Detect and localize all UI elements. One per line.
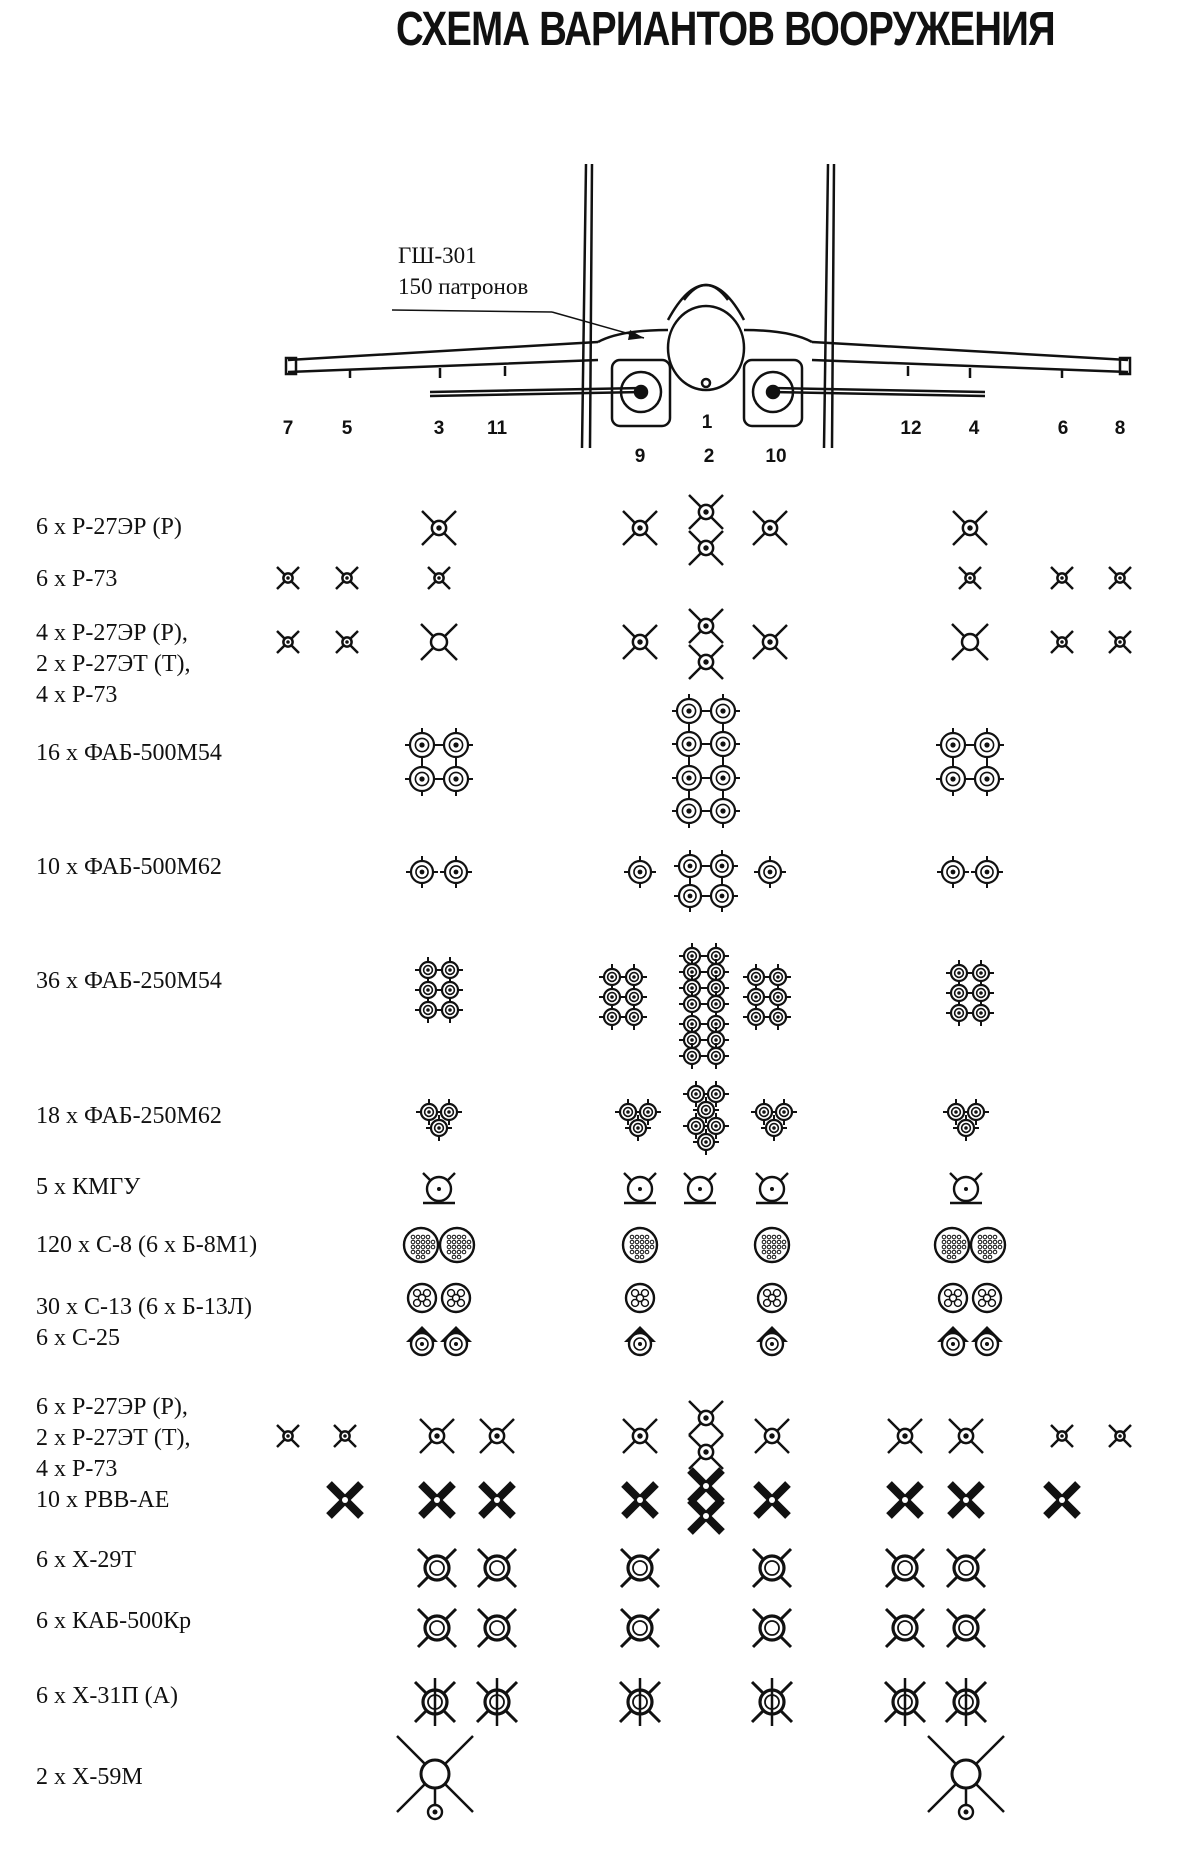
- loadout-label: 30 х С-13 (6 х Б-13Л) 6 х С-25: [36, 1294, 253, 1351]
- missile-icon: [277, 1425, 299, 1447]
- missile-icon: [277, 567, 299, 589]
- bomb-icon: [439, 728, 473, 762]
- missile-icon: [953, 511, 987, 545]
- rocket-pod-icon: [973, 1284, 1001, 1312]
- rvv-ae-missile-icon: [690, 1500, 722, 1532]
- missile-icon: [1051, 631, 1073, 653]
- asm-missile-icon: [753, 1609, 791, 1647]
- loadout-label: 10 х ФАБ-500М62: [36, 854, 222, 880]
- bomb-icon: [621, 1004, 647, 1030]
- rvv-ae-missile-icon: [329, 1484, 361, 1516]
- station-label: 5: [341, 418, 353, 439]
- bomb-icon: [765, 1004, 791, 1030]
- missile-icon: [623, 625, 657, 659]
- bomb-icon: [968, 1000, 994, 1026]
- asm-missile-icon: [478, 1549, 516, 1587]
- bomb-icon: [672, 694, 706, 728]
- asm-missile-icon: [621, 1549, 659, 1587]
- missile-icon: [336, 631, 358, 653]
- gun-ammo: 150 патронов: [398, 274, 529, 299]
- missile-icon: [689, 645, 723, 679]
- station-label: 10: [765, 446, 787, 467]
- s25-rocket-icon: [406, 1326, 438, 1355]
- bomb-icon: [674, 850, 706, 882]
- missile-icon: [623, 511, 657, 545]
- station-label: 9: [634, 446, 646, 467]
- missile-icon: [1109, 567, 1131, 589]
- s25-rocket-icon: [937, 1326, 969, 1355]
- loadout-label: 2 х Х-59М: [36, 1764, 143, 1790]
- station-label: 7: [282, 418, 294, 439]
- rocket-pod-icon: [404, 1228, 438, 1262]
- rvv-ae-missile-icon: [756, 1484, 788, 1516]
- bomb-icon: [706, 694, 740, 728]
- station-label: 6: [1057, 418, 1069, 439]
- rocket-pod-icon: [623, 1228, 657, 1262]
- bomb-icon: [936, 728, 970, 762]
- station-label: 12: [900, 418, 922, 439]
- kmgu-container-icon: [624, 1173, 656, 1203]
- loadout-label: 36 х ФАБ-250М54: [36, 968, 222, 994]
- rvv-ae-missile-icon: [950, 1484, 982, 1516]
- station-label: 3: [433, 418, 445, 439]
- asm-missile-icon: [415, 1678, 455, 1726]
- missile-icon: [689, 609, 723, 643]
- missile-icon: [689, 531, 723, 565]
- station-label: 2: [703, 446, 715, 467]
- rvv-ae-missile-icon: [1046, 1484, 1078, 1516]
- bomb-icon: [672, 794, 706, 828]
- missile-icon: [959, 567, 981, 589]
- bomb-icon: [706, 880, 738, 912]
- bomb-icon: [936, 762, 970, 796]
- missile-icon: [422, 511, 456, 545]
- bomb-icon: [406, 856, 438, 888]
- missile-icon: [888, 1419, 922, 1453]
- loadout-label: 120 х С-8 (6 х Б-8М1): [36, 1232, 258, 1258]
- bomb-icon: [706, 850, 738, 882]
- missile-icon: [336, 567, 358, 589]
- rocket-pod-icon: [939, 1284, 967, 1312]
- missile-icon: [277, 631, 299, 653]
- missile-icon: [952, 624, 988, 660]
- asm-missile-icon: [478, 1609, 516, 1647]
- s25-rocket-icon: [624, 1326, 656, 1355]
- asm-missile-icon: [885, 1678, 925, 1726]
- asm-missile-icon: [886, 1609, 924, 1647]
- s25-rocket-icon: [440, 1326, 472, 1355]
- kmgu-container-icon: [684, 1173, 716, 1203]
- loadout-label: 18 х ФАБ-250М62: [36, 1103, 222, 1129]
- bomb-icon: [437, 997, 463, 1023]
- loadout-label: 5 х КМГУ: [36, 1174, 141, 1200]
- rocket-pod-icon: [442, 1284, 470, 1312]
- rvv-ae-missile-icon: [421, 1484, 453, 1516]
- missile-icon: [623, 1419, 657, 1453]
- missile-icon: [334, 1425, 356, 1447]
- bomb-icon: [439, 762, 473, 796]
- missile-icon: [753, 511, 787, 545]
- rocket-pod-icon: [755, 1228, 789, 1262]
- loadout-label: 6 х КАБ-500Кр: [36, 1608, 192, 1634]
- page-title: СХЕМА ВАРИАНТОВ ВООРУЖЕНИЯ: [396, 3, 1055, 56]
- bomb-icon: [440, 856, 472, 888]
- station-label: 8: [1114, 418, 1126, 439]
- missile-icon: [1109, 631, 1131, 653]
- loadout-label: 6 х Х-31П (А): [36, 1683, 178, 1709]
- asm-missile-icon: [947, 1549, 985, 1587]
- rocket-pod-icon: [440, 1228, 474, 1262]
- station-label: 1: [701, 412, 713, 433]
- missile-icon: [689, 495, 723, 529]
- bomb-icon: [672, 727, 706, 761]
- missile-icon: [689, 1401, 723, 1435]
- gun-name: ГШ-301: [398, 243, 477, 268]
- bomb-icon: [706, 727, 740, 761]
- bomb-icon: [970, 762, 1004, 796]
- loadout-label: 6 х Р-73: [36, 566, 118, 592]
- loadout-label: 6 х Р-27ЭР (Р): [36, 514, 182, 540]
- loadout-label: 16 х ФАБ-500М54: [36, 740, 222, 766]
- bomb-icon: [754, 856, 786, 888]
- station-label: 4: [968, 418, 980, 439]
- bomb-icon: [624, 856, 656, 888]
- asm-missile-icon: [418, 1549, 456, 1587]
- missile-icon: [949, 1419, 983, 1453]
- missile-icon: [428, 567, 450, 589]
- bomb-icon: [703, 1043, 729, 1069]
- rvv-ae-missile-icon: [889, 1484, 921, 1516]
- loadout-label: 6 х Р-27ЭР (Р), 2 х Р-27ЭТ (Т), 4 х Р-73 10 х РВВ-АЕ: [36, 1394, 191, 1513]
- kmgu-container-icon: [756, 1173, 788, 1203]
- rvv-ae-missile-icon: [690, 1470, 722, 1502]
- loadout-label: 4 х Р-27ЭР (Р), 2 х Р-27ЭТ (Т), 4 х Р-73: [36, 620, 191, 708]
- bomb-icon: [405, 762, 439, 796]
- missile-icon: [480, 1419, 514, 1453]
- rocket-pod-icon: [408, 1284, 436, 1312]
- asm-missile-icon: [752, 1678, 792, 1726]
- missile-icon: [1051, 567, 1073, 589]
- kmgu-container-icon: [423, 1173, 455, 1203]
- rvv-ae-missile-icon: [624, 1484, 656, 1516]
- missile-icon: [755, 1419, 789, 1453]
- missile-icon: [689, 1435, 723, 1469]
- rocket-pod-icon: [758, 1284, 786, 1312]
- bomb-icon: [937, 856, 969, 888]
- bomb-icon: [971, 856, 1003, 888]
- missile-icon: [1109, 1425, 1131, 1447]
- bomb-icon: [674, 880, 706, 912]
- bomb-icon: [679, 1043, 705, 1069]
- asm-missile-icon: [620, 1678, 660, 1726]
- bomb-icon: [706, 761, 740, 795]
- bomb-icon: [970, 728, 1004, 762]
- asm-missile-icon: [946, 1678, 986, 1726]
- x59m-missile-icon: [397, 1736, 473, 1819]
- missile-icon: [420, 1419, 454, 1453]
- asm-missile-icon: [418, 1609, 456, 1647]
- kmgu-container-icon: [950, 1173, 982, 1203]
- asm-missile-icon: [947, 1609, 985, 1647]
- missile-icon: [1051, 1425, 1073, 1447]
- bomb-icon: [405, 728, 439, 762]
- s25-rocket-icon: [971, 1326, 1003, 1355]
- missile-icon: [753, 625, 787, 659]
- rocket-pod-icon: [971, 1228, 1005, 1262]
- bomb-icon: [706, 794, 740, 828]
- asm-missile-icon: [753, 1549, 791, 1587]
- station-label: 11: [486, 418, 508, 439]
- asm-missile-icon: [886, 1549, 924, 1587]
- asm-missile-icon: [621, 1609, 659, 1647]
- s25-rocket-icon: [756, 1326, 788, 1355]
- bomb-icon: [672, 761, 706, 795]
- missile-icon: [421, 624, 457, 660]
- loadout-label: 6 х Х-29Т: [36, 1547, 136, 1573]
- asm-missile-icon: [477, 1678, 517, 1726]
- rocket-pod-icon: [935, 1228, 969, 1262]
- rvv-ae-missile-icon: [481, 1484, 513, 1516]
- x59m-missile-icon: [928, 1736, 1004, 1819]
- rocket-pod-icon: [626, 1284, 654, 1312]
